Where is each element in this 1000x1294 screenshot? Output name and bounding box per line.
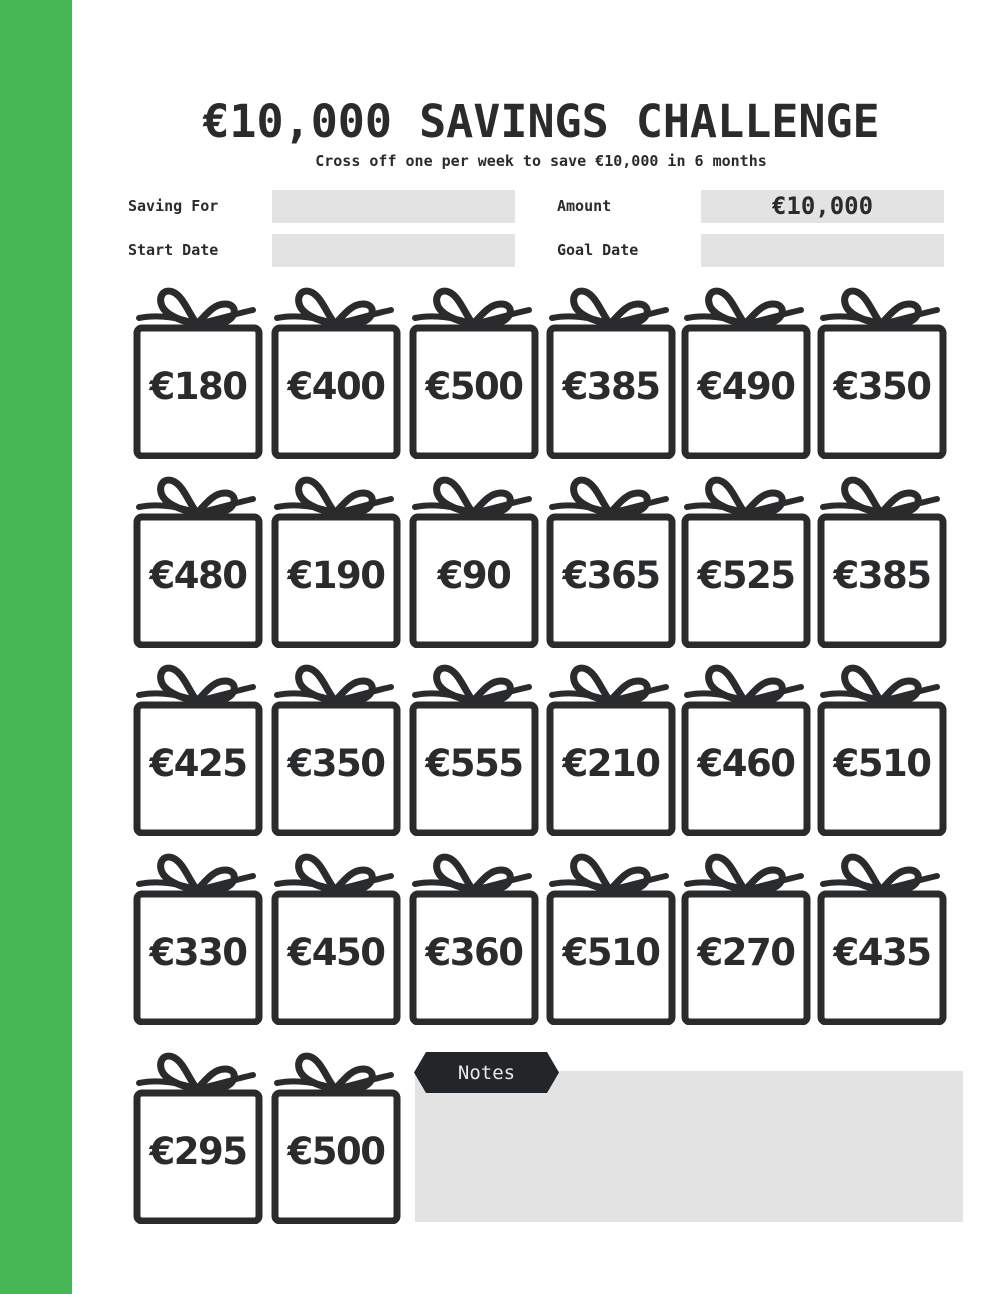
- gift-amount: €385: [833, 553, 931, 597]
- start-date-label: Start Date: [128, 241, 219, 259]
- notes-tag: [414, 1052, 559, 1093]
- saving-for-field[interactable]: [272, 190, 515, 223]
- gift-box-14[interactable]: [271, 661, 401, 836]
- gift-amount: €270: [697, 930, 795, 974]
- gift-amount: €510: [833, 741, 931, 785]
- gift-box-20[interactable]: [271, 850, 401, 1025]
- gift-box-9[interactable]: [409, 473, 539, 648]
- saving-for-label: Saving For: [128, 197, 219, 215]
- gift-box-22[interactable]: [546, 850, 676, 1025]
- notes-label: Notes: [457, 1061, 516, 1084]
- gift-box-2[interactable]: [271, 284, 401, 459]
- gift-amount: €90: [437, 553, 511, 597]
- gift-box-24[interactable]: [817, 850, 947, 1025]
- gift-amount: €190: [287, 553, 385, 597]
- gift-amount: €295: [149, 1129, 247, 1173]
- start-date-field[interactable]: [272, 234, 515, 267]
- gift-box-21[interactable]: [409, 850, 539, 1025]
- gift-amount: €490: [697, 364, 795, 408]
- gift-box-25[interactable]: [133, 1049, 263, 1224]
- gift-box-11[interactable]: [681, 473, 811, 648]
- gift-amount: €500: [425, 364, 523, 408]
- gift-box-7[interactable]: [133, 473, 263, 648]
- gift-box-1[interactable]: [133, 284, 263, 459]
- gift-amount: €460: [697, 741, 795, 785]
- gift-box-13[interactable]: [133, 661, 263, 836]
- gift-amount: €180: [149, 364, 247, 408]
- notes-area[interactable]: [415, 1071, 963, 1222]
- gift-amount: €350: [287, 741, 385, 785]
- gift-box-17[interactable]: [681, 661, 811, 836]
- gift-amount: €500: [287, 1129, 385, 1173]
- goal-date-field[interactable]: [701, 234, 944, 267]
- gift-amount: €480: [149, 553, 247, 597]
- gift-box-12[interactable]: [817, 473, 947, 648]
- gift-amount: €365: [562, 553, 660, 597]
- gift-amount: €330: [149, 930, 247, 974]
- gift-amount: €360: [425, 930, 523, 974]
- gift-amount: €525: [697, 553, 795, 597]
- gift-box-23[interactable]: [681, 850, 811, 1025]
- gift-box-10[interactable]: [546, 473, 676, 648]
- gift-amount: €450: [287, 930, 385, 974]
- gift-box-5[interactable]: [681, 284, 811, 459]
- gift-box-4[interactable]: [546, 284, 676, 459]
- goal-date-label: Goal Date: [557, 241, 639, 259]
- page-subtitle: Cross off one per week to save €10,000 in 6 months: [315, 152, 767, 170]
- green-side-bar: [0, 0, 72, 1294]
- amount-field[interactable]: €10,000: [701, 190, 944, 223]
- gift-amount: €400: [287, 364, 385, 408]
- amount-label: Amount: [557, 197, 612, 215]
- gift-box-26[interactable]: [271, 1049, 401, 1224]
- gift-amount: €350: [833, 364, 931, 408]
- gift-box-16[interactable]: [546, 661, 676, 836]
- gift-box-18[interactable]: [817, 661, 947, 836]
- gift-box-19[interactable]: [133, 850, 263, 1025]
- page-title: €10,000 SAVINGS CHALLENGE: [202, 95, 880, 148]
- gift-box-8[interactable]: [271, 473, 401, 648]
- gift-box-15[interactable]: [409, 661, 539, 836]
- gift-amount: €510: [562, 930, 660, 974]
- gift-amount: €555: [425, 741, 523, 785]
- gift-box-6[interactable]: [817, 284, 947, 459]
- gift-amount: €435: [833, 930, 931, 974]
- gift-box-3[interactable]: [409, 284, 539, 459]
- gift-amount: €425: [149, 741, 247, 785]
- gift-amount: €385: [562, 364, 660, 408]
- gift-amount: €210: [562, 741, 660, 785]
